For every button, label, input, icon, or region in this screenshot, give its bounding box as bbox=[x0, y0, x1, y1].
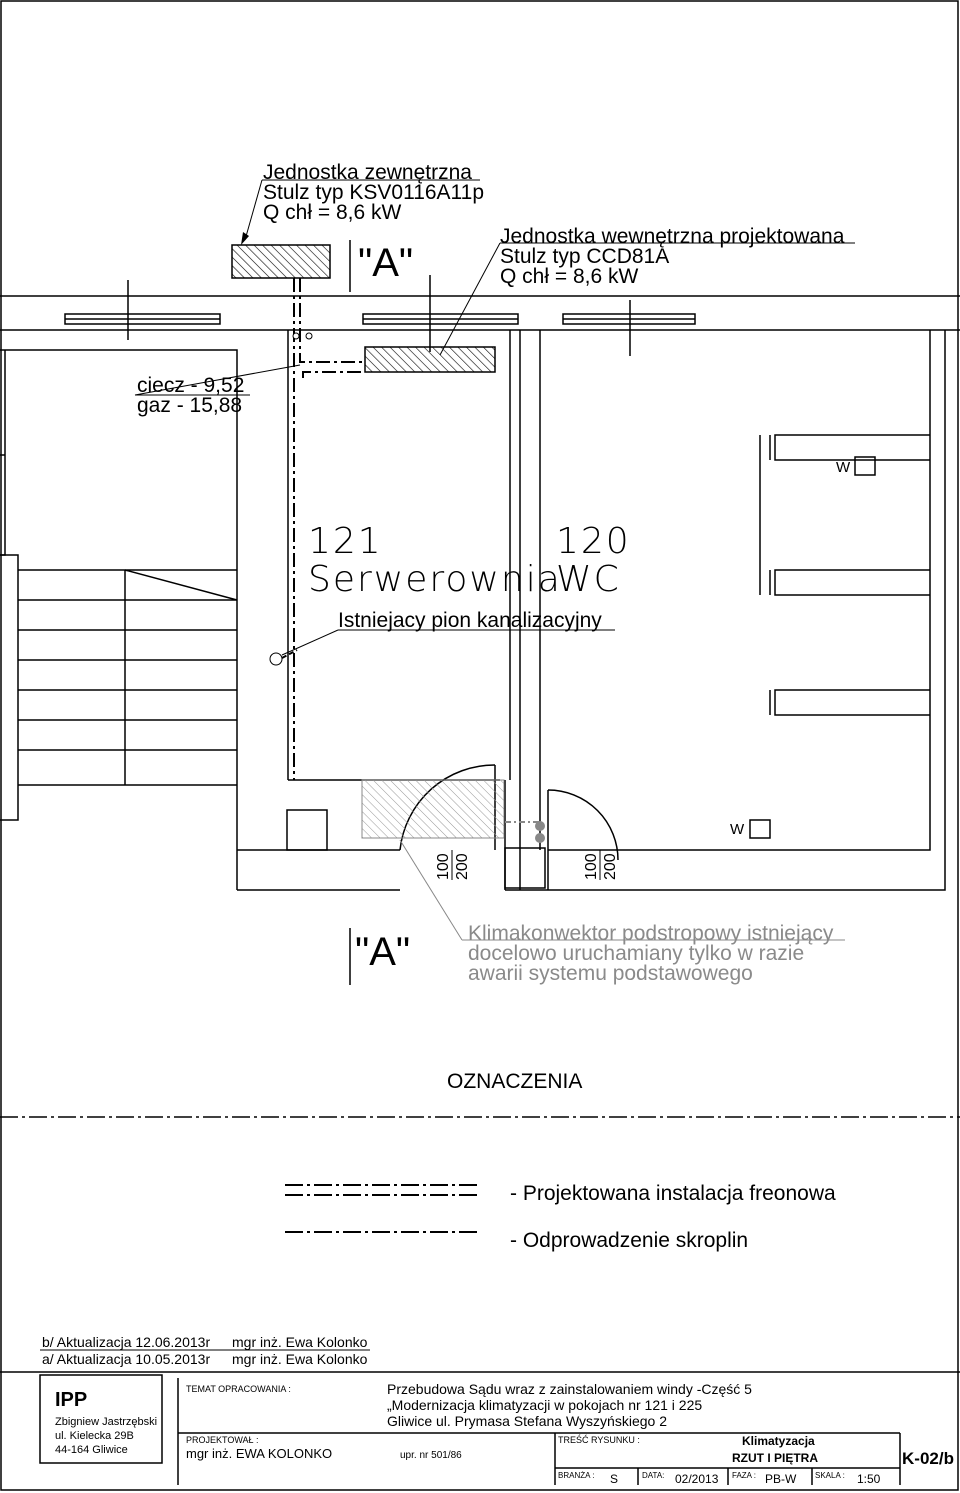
legend-symbol-refrigerant bbox=[285, 1185, 480, 1195]
branch-label: BRANŻA : bbox=[558, 1471, 595, 1480]
outdoor-unit-symbol bbox=[232, 245, 330, 278]
content-label: TREŚĆ RYSUNKU : bbox=[558, 1435, 640, 1445]
drain-riser-label: Istniejacy pion kanalizacyjny bbox=[338, 609, 602, 632]
pipe-gas: gaz - 15,88 bbox=[137, 394, 243, 417]
w-label-1: W bbox=[836, 459, 851, 476]
drawing-number: K-02/b bbox=[902, 1449, 954, 1468]
scale-label: SKALA : bbox=[815, 1471, 845, 1480]
drain-riser-symbol bbox=[270, 653, 282, 665]
company-street: ul. Kielecka 29B bbox=[55, 1430, 134, 1442]
phase-value: PB-W bbox=[765, 1472, 797, 1486]
section-mark-top: "A" bbox=[358, 241, 414, 285]
revision-a-author: mgr inż. Ewa Kolonko bbox=[232, 1351, 368, 1367]
phase-label: FAZA : bbox=[732, 1471, 757, 1480]
section-mark-bottom: "A" bbox=[355, 930, 411, 974]
convector-line3: awarii systemu podstawowego bbox=[468, 962, 753, 985]
content-line2: RZUT I PIĘTRA bbox=[732, 1451, 818, 1465]
door-dim-1b: 200 bbox=[454, 853, 471, 880]
indoor-unit-line3: Q chł = 8,6 kW bbox=[500, 265, 639, 288]
pipe-liquid: ciecz - 9,52 bbox=[137, 374, 245, 397]
outdoor-unit-leader bbox=[245, 180, 262, 240]
door-dim-1a: 100 bbox=[435, 853, 452, 880]
revision-a: a/ Aktualizacja 10.05.2013r bbox=[42, 1351, 211, 1367]
designer-license: upr. nr 501/86 bbox=[400, 1450, 462, 1461]
door-dim-2b: 200 bbox=[602, 853, 619, 880]
convector-line1: Klimakonwektor podstropowy istniejący bbox=[468, 922, 834, 945]
convector-symbol bbox=[362, 780, 504, 838]
door-dim-2a: 100 bbox=[583, 853, 600, 880]
w-label-2: W bbox=[730, 821, 745, 838]
room-121-name: Serwerownia bbox=[308, 559, 562, 600]
indoor-unit-symbol bbox=[365, 347, 495, 372]
revision-b-author: mgr inż. Ewa Kolonko bbox=[232, 1334, 368, 1350]
topic-line2: „Modernizacja klimatyzacji w pokojach nr 121 i 225 bbox=[387, 1397, 703, 1413]
company-city: 44-164 Gliwice bbox=[55, 1444, 128, 1456]
company-logo: IPP bbox=[55, 1389, 88, 1411]
revision-b: b/ Aktualizacja 12.06.2013r bbox=[42, 1334, 211, 1350]
company-owner: Zbigniew Jastrzębski bbox=[55, 1416, 158, 1428]
topic-label: TEMAT OPRACOWANIA : bbox=[186, 1384, 291, 1394]
designer-name: mgr inż. EWA KOLONKO bbox=[186, 1446, 333, 1461]
topic-line1: Przebudowa Sądu wraz z zainstalowaniem windy -Część 5 bbox=[387, 1381, 752, 1397]
outdoor-unit-line3: Q chł = 8,6 kW bbox=[263, 201, 402, 224]
indoor-unit-line2: Stulz typ CCD81A bbox=[500, 245, 670, 268]
date-value: 02/2013 bbox=[675, 1472, 719, 1486]
branch-value: S bbox=[610, 1472, 619, 1486]
legend-title: OZNACZENIA bbox=[447, 1070, 583, 1093]
room-120-number: 120 bbox=[556, 521, 631, 562]
topic-line3: Gliwice ul. Prymasa Stefana Wyszyńskiego 2 bbox=[387, 1413, 667, 1429]
scale-value: 1:50 bbox=[857, 1472, 881, 1486]
outdoor-unit-line1: Jednostka zewnętrzna bbox=[263, 161, 472, 184]
indoor-unit-line1: Jednostka wewnętrzna projektowana bbox=[500, 225, 845, 248]
date-label: DATA: bbox=[642, 1471, 665, 1480]
content-line1: Klimatyzacja bbox=[742, 1434, 815, 1448]
convector-line2: docelowo uruchamiany tylko w razie bbox=[468, 942, 805, 965]
legend-item-condensate: - Odprowadzenie skroplin bbox=[510, 1229, 749, 1252]
room-121-number: 121 bbox=[308, 521, 383, 562]
room-120-name: WC bbox=[556, 559, 621, 600]
designer-label: PROJEKTOWAŁ : bbox=[186, 1435, 259, 1445]
outdoor-unit-line2: Stulz typ KSV0116A11p bbox=[263, 181, 485, 204]
legend-item-refrigerant: - Projektowana instalacja freonowa bbox=[510, 1182, 836, 1205]
